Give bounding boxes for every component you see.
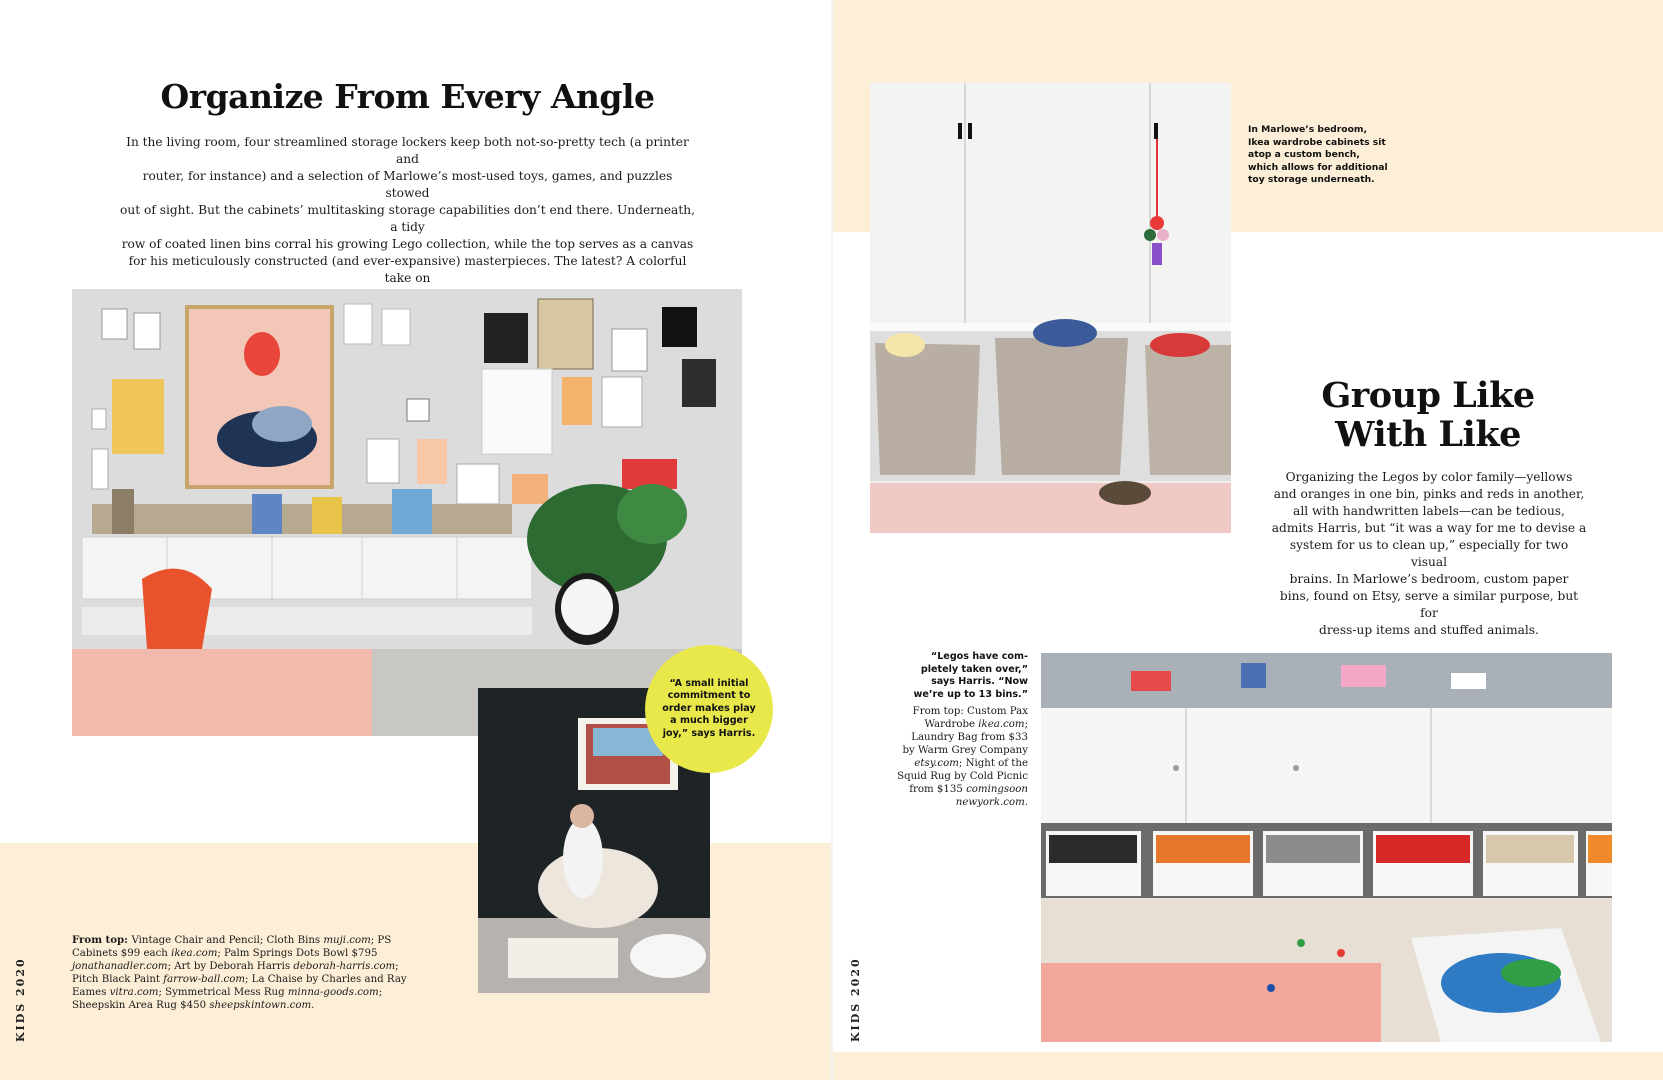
credit-part: ; Palm Springs Dots Bowl $795: [217, 948, 378, 959]
left-folio: KIDS 2020: [14, 957, 27, 1042]
right-bottom-cream-panel: [832, 1052, 1663, 1080]
right-folio: KIDS 2020: [849, 957, 862, 1042]
bedroom-caption: [1248, 124, 1428, 187]
credit-part: minna-goods.com: [287, 987, 379, 998]
credit-part: newyork.com: [955, 797, 1025, 808]
left-body-line: In the living room, four streamlined storage lockers keep both not-so-pretty tech (a printer and: [126, 135, 689, 166]
quote-line: says Harris. “Now: [931, 676, 1028, 687]
left-credits: [72, 934, 410, 1012]
credit-line: [886, 783, 1028, 796]
credit-part: ; PS Cabinets $99 each: [72, 935, 392, 959]
left-body-line: row of coated linen bins corral his growing Lego collection, while the top serves as a canvas: [121, 237, 694, 251]
credit-part: ikea.com: [978, 719, 1025, 730]
credit-part: ; Pitch Black Paint: [72, 961, 399, 985]
left-body-line: for his meticulously constructed (and ever-expansive) masterpieces. The latest? A colorful take on: [128, 254, 687, 285]
credit-part: ;: [1024, 719, 1028, 730]
credit-line: [886, 770, 1028, 783]
right-headline-line: Group Like: [1321, 375, 1535, 416]
credit-line: [886, 705, 1028, 718]
credit-part: deborah-harris.com: [293, 961, 396, 972]
credit-line: [886, 757, 1028, 770]
caption-line: atop a custom bench,: [1248, 149, 1360, 161]
credit-part: ; Sheepskin Area Rug $450: [72, 987, 383, 1011]
right-body-line: admits Harris, but “it was a way for me to devise a: [1271, 521, 1587, 535]
caption-line: Ikea wardrobe cabinets sit: [1248, 136, 1386, 148]
right-body-line: and oranges in one bin, pinks and reds in another,: [1273, 487, 1585, 501]
credit-part: Squid Rug by Cold Picnic: [897, 771, 1028, 782]
credit-part: farrow-ball.com: [163, 974, 246, 985]
right-headline: [1263, 376, 1593, 454]
quote-line: we’re up to 13 bins.”: [913, 688, 1028, 700]
credit-part: ; La Chaise by Charles and Ray Eames: [72, 974, 407, 998]
credit-part: from $135: [909, 784, 967, 795]
bedroom-wardrobe-photo: [870, 83, 1231, 533]
left-credits-body: [72, 935, 407, 1011]
right-headline-line: With Like: [1335, 414, 1521, 455]
quote-line: pletely taken over,”: [920, 663, 1028, 675]
left-body-line: out of sight. But the cabinets’ multitasking storage capabilities don’t end there. Underneath, a tidy: [120, 203, 695, 234]
credit-part: ; Art by Deborah Harris: [167, 961, 294, 972]
caption-line: toy storage underneath.: [1248, 174, 1375, 186]
left-headline: Organize From Every Angle: [160, 77, 655, 116]
credit-part: comingsoon: [966, 784, 1028, 795]
credit-part: sheepskintown.com: [209, 1000, 312, 1011]
credit-line: [886, 731, 1028, 744]
credit-part: .: [1024, 797, 1028, 808]
credit-part: ; Symmetrical Mess Rug: [158, 987, 288, 998]
right-body-line: bins, found on Etsy, serve a similar purpose, but for: [1279, 589, 1579, 620]
right-body-line: system for us to clean up,” especially for two visual: [1289, 538, 1569, 569]
quote-line: “Legos have com-: [930, 651, 1028, 662]
caption-line: which allows for additional: [1248, 161, 1388, 173]
right-body-line: all with handwritten labels—can be tedious,: [1293, 504, 1565, 518]
gutter: [831, 0, 833, 1080]
credit-part: ikea.com: [171, 948, 218, 959]
right-body-text: [1270, 469, 1588, 639]
left-body-text: [120, 134, 695, 304]
credit-part: vitra.com: [109, 987, 159, 998]
credit-part: Laundry Bag from $33: [911, 732, 1028, 743]
credit-part: .: [311, 1000, 315, 1011]
credit-line: [886, 744, 1028, 757]
credit-part: jonathanadler.com: [72, 961, 168, 972]
caption-line: In Marlowe’s bedroom,: [1248, 124, 1367, 135]
right-credits: [886, 705, 1028, 809]
right-body-line: Organizing the Legos by color family—yellows: [1285, 470, 1573, 484]
right-pull-quote: [890, 651, 1028, 701]
credit-part: by Warm Grey Company: [902, 745, 1028, 756]
living-room-photo: [72, 289, 742, 736]
credit-part: From top: Custom Pax: [912, 706, 1028, 717]
credit-line: [886, 796, 1028, 809]
quote-circle: [645, 645, 773, 773]
credit-line: [886, 718, 1028, 731]
lego-bins-photo: [1041, 653, 1612, 1042]
left-pull-quote: “A small initial commitment to order makes play a much bigger joy,” says Harris.: [662, 677, 756, 739]
credit-part: etsy.com: [914, 758, 959, 769]
credit-part: Vintage Chair and Pencil; Cloth Bins: [131, 935, 324, 946]
credit-part: ; Night of the: [958, 758, 1028, 769]
right-body-line: brains. In Marlowe’s bedroom, custom paper: [1289, 572, 1569, 586]
left-credits-intro: From top:: [72, 934, 132, 946]
left-body-line: router, for instance) and a selection of Marlowe’s most-used toys, games, and puzzles stowed: [142, 169, 673, 200]
credit-part: muji.com: [323, 935, 371, 946]
credit-part: Wardrobe: [924, 719, 979, 730]
right-body-line: dress-up items and stuffed animals.: [1319, 623, 1539, 637]
